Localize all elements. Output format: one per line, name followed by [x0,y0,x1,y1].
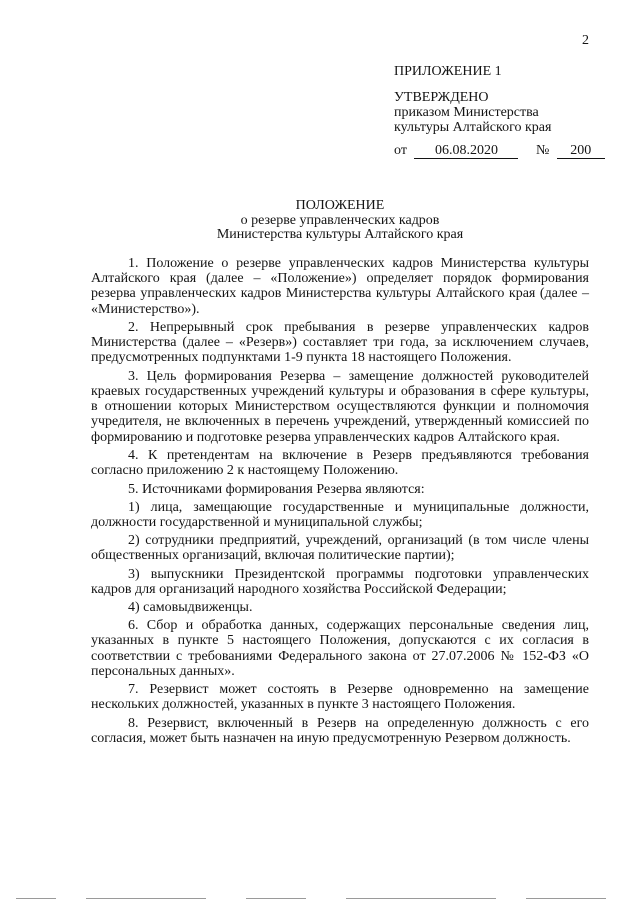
document-body [91,256,589,749]
from-label: от [394,143,407,158]
paragraph-2: 2. Непрерывный срок пребывания в резерве управленческих кадров Министерства (далее – «Резерв») составляет три года, за исключением случаев, предусмотренных подпунктами 1-9 пункта 18 настоящего Положения. [91,320,589,366]
number-sign: № [535,143,550,158]
approved-label: УТВЕРЖДЕНО [394,90,489,105]
title-heading: ПОЛОЖЕНИЕ [295,198,385,213]
order-line-1: приказом Министерства [394,105,539,120]
paragraph-8: 8. Резервист, включенный в Резерв на определенную должность с его согласия, может быть назначен на иную предусмотренную Резервом должность. [91,715,589,747]
page-number: 2 [582,33,589,48]
title-subtitle-2: Министерства культуры Алтайского края [216,227,464,242]
list-item-2: 2) сотрудники предприятий, учреждений, организаций (в том числе члены общественных организаций, включая политические партии); [91,533,589,564]
paragraph-5: 5. Источниками формирования Резерва являются: [128,481,425,497]
order-number: 200 [557,143,605,159]
list-item-1: 1) лица, замещающие государственные и муниципальные должности, должности государственной и муниципальной службы; [91,499,589,530]
order-date-line [394,143,614,159]
paragraph-7: 7. Резервист может состоять в Резерве одновременно на замещение нескольких должностей, указанных в пункте 3 настоящего Положения. [91,682,589,713]
list-item-3: 3) выпускники Президентской программы подготовки управленческих кадров для организаций народного хозяйства Российской Федерации; [91,566,589,597]
paragraph-3: 3. Цель формирования Резерва – замещение должностей руководителей краевых государственных учреждений культуры и образования в сфере культуры, в отношении которых Министерством осуществляются функции и полномочия учредителя, не включенных в перечень учреждений, утвержденный комиссией по формированию и подготовке резерва управленческих кадров Алтайского края. [91,368,589,445]
appendix-label: ПРИЛОЖЕНИЕ 1 [394,64,502,79]
paragraph-4: 4. К претендентам на включение в Резерв предъявляются требования согласно приложению 2 к настоящему Положению. [91,448,589,479]
scan-edge-mark [16,895,620,901]
order-date: 06.08.2020 [414,143,518,159]
title-subtitle-1: о резерве управленческих кадров [240,212,440,228]
paragraph-6: 6. Сбор и обработка данных, содержащих персональные сведения лиц, указанных в пункте 5 настоящего Положения, допускаются с их согласия в соответствии с требованиями Федерального закона от 27.07.2006 № 152-ФЗ «О персональных данных». [91,618,589,679]
approval-block [394,64,614,159]
order-line-2: культуры Алтайского края [394,120,552,135]
list-item-4: 4) самовыдвиженцы. [128,600,253,616]
document-title [130,199,550,243]
paragraph-1: 1. Положение о резерве управленческих кадров Министерства культуры Алтайского края (далее – «Положение») определяет порядок формирования резерва управленческих кадров Министерства культуры Алтайского края (далее – «Министерство»). [91,256,589,317]
